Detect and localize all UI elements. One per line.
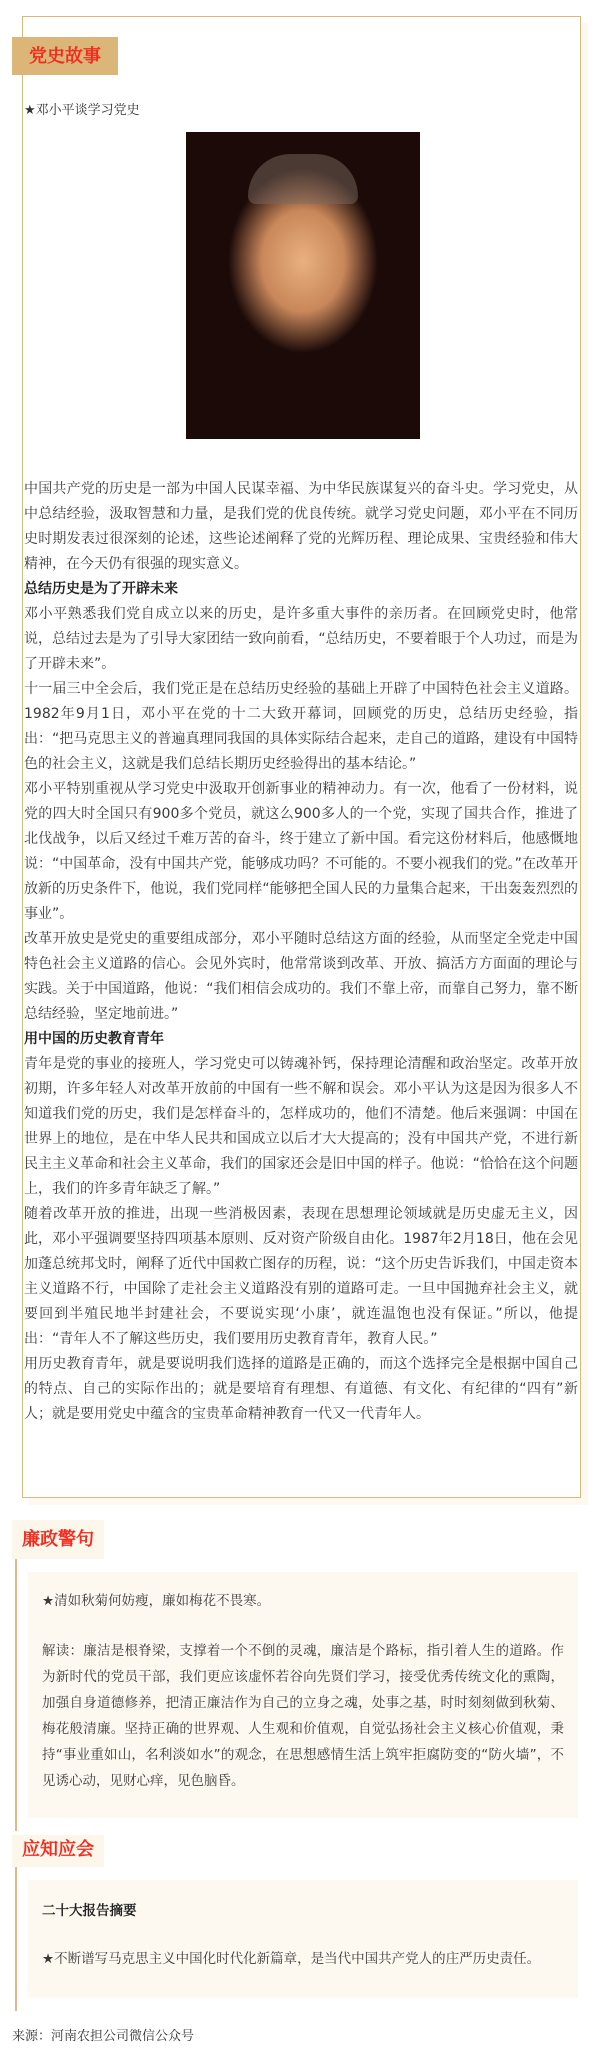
paragraph: 青年是党的事业的接班人，学习党史可以铸魂补钙，保持理论清醒和政治坚定。改革开放初期，许多年轻人对改革开放前的中国有一些不解和误会。邓小平认为这是因为很多人不知道我们党的历史，我们是怎样奋斗的，怎样成功的，他们不清楚。他后来强调：中国在世界上的地位，是在中华人民共和国成立以后才大大提高的；没有中国共产党，不进行新民主主义革命和社会主义革命，我们的国家还会是旧中国的样子。他说：“恰恰在这个问题上，我们的许多青年缺乏了解。” (24, 1056, 578, 1197)
paragraph: 用历史教育青年，就是要说明我们选择的道路是正确的，而这个选择完全是根据中国自己的特点、自己的实际作出的；就是要培育有理想、有道德、有文化、有纪律的“四有”新人；就是要用党史中蕴含的宝贵革命精神教育一代又一代青年人。 (24, 1356, 578, 1422)
knowledge-heading: 二十大报告摘要 (42, 1903, 137, 1919)
section-divider-line (15, 1559, 600, 1831)
integrity-section (0, 1520, 600, 1831)
quote-text: ★清如秋菊何妨瘦，廉如梅花不畏寒。 (42, 1593, 271, 1609)
subheading: 总结历史是为了开辟未来 (24, 581, 178, 597)
paragraph: 邓小平熟悉我们党自成立以来的历史，是许多重大事件的亲历者。在回顾党史时，他常说，总结过去是为了引导大家团结一致向前看，“总结历史，不要着眼于个人功过，而是为了开辟未来”。 (24, 606, 578, 672)
interpretation-text: 解读：廉洁是根脊梁，支撑着一个不倒的灵魂，廉洁是个路标，指引着人生的道路。作为新时代的党员干部，我们更应该虚怀若谷向先贤们学习，接受优秀传统文化的熏陶，加强自身道德修养，把清正廉洁作为自己的立身之魂，处事之基，时时刻刻做到秋菊、梅花般清廉。坚持正确的世界观、人生观和价值观，自觉弘扬社会主义核心价值观，秉持“事业重如山，名利淡如水”的观念，在思想感情生活上筑牢拒腐防变的“防火墙”，不见诱心动，见财心痒，见色脑昏。 (42, 1643, 564, 1789)
section-label-knowledge: 应知应会 (12, 1835, 104, 1867)
section-divider-line (15, 1867, 600, 2011)
section-label-integrity: 廉政警句 (12, 1520, 104, 1559)
article-body (24, 477, 578, 1427)
article-subtitle: ★邓小平谈学习党史 (24, 103, 140, 118)
subheading: 用中国的历史教育青年 (24, 1031, 164, 1047)
section-label-party-history: 党史故事 (12, 37, 118, 75)
paragraph: 中国共产党的历史是一部为中国人民谋幸福、为中华民族谋复兴的奋斗史。学习党史，从中总结经验，汲取智慧和力量，是我们党的优良传统。就学习党史问题，邓小平在不同历史时期发表过很深刻的论述，这些论述阐释了党的光辉历程、理论成果、宝贵经验和伟大精神，在今天仍有很强的现实意义。 (24, 481, 578, 572)
party-history-section (22, 16, 581, 1498)
paragraph: 十一届三中全会后，我们党正是在总结历史经验的基础上开辟了中国特色社会主义道路。1982年9月1日，邓小平在党的十二大致开幕词，回顾党的历史，总结历史经验，指出：“把马克思主义的普遍真理同我国的具体实际结合起来，走自己的道路，建设有中国特色的社会主义，这就是我们总结长期历史经验得出的基本结论。” (24, 681, 578, 772)
integrity-quote-box (28, 1572, 578, 1818)
knowledge-text: ★不断谱写马克思主义中国化时代化新篇章，是当代中国共产党人的庄严历史责任。 (42, 1951, 541, 1967)
paragraph: 随着改革开放的推进，出现一些消极因素，表现在思想理论领域就是历史虚无主义，因此，邓小平强调要坚持四项基本原则、反对资产阶级自由化。1987年2月18日，他在会见加蓬总统邦戈时，阐释了近代中国救亡图存的历程，说：“这个历史告诉我们，中国走资本主义道路不行，中国除了走社会主义道路没有别的道路可走。一旦中国抛弃社会主义，就要回到半殖民地半封建社会，不要说实现‘小康’，就连温饱也没有保证。”所以，他提出：“青年人不了解这些历史，我们要用历史教育青年，教育人民。” (24, 1206, 578, 1347)
paragraph: 邓小平特别重视从学习党史中汲取开创新事业的精神动力。有一次，他看了一份材料，说党的四大时全国只有900多个党员，就这么900多人的一个党，实现了国共合作，推进了北伐战争，以后又经过千难万苦的奋斗，终于建立了新中国。看完这份材料后，他感慨地说：“中国革命，没有中国共产党，能够成功吗？不可能的。不要小视我们的党。”在改革开放新的历史条件下，他说，我们党同样“能够把全国人民的力量集合起来，干出轰轰烈烈的事业”。 (24, 781, 578, 922)
source-attribution: 来源：河南农担公司微信公众号 (12, 2029, 195, 2044)
portrait-photo (186, 132, 420, 439)
knowledge-box (28, 1880, 578, 1998)
knowledge-section (0, 1835, 600, 2011)
paragraph: 改革开放史是党史的重要组成部分，邓小平随时总结这方面的经验，从而坚定全党走中国特色社会主义道路的信心。会见外宾时，他常常谈到改革、开放、搞活方方面面的理论与实践。关于中国道路，他说：“我们相信会成功的。我们不靠上帝，而靠自己努力，靠不断总结经验，坚定地前进。” (24, 931, 578, 1022)
